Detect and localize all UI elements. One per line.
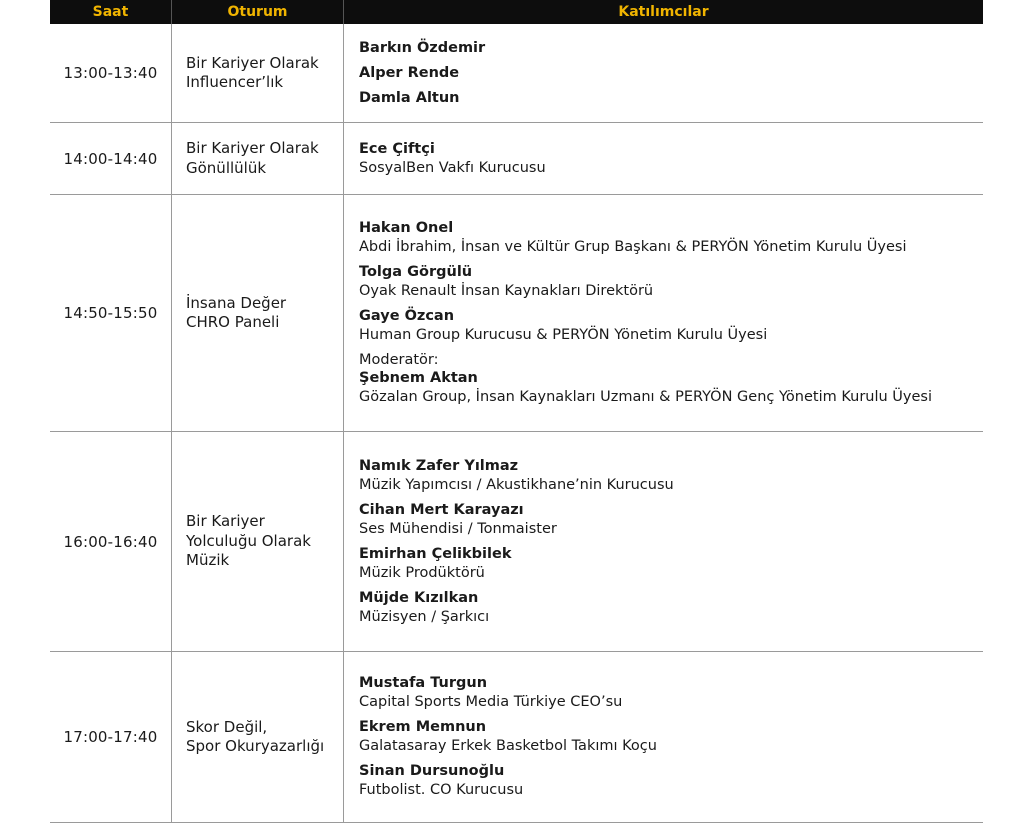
session-title — [172, 195, 344, 431]
participant-name: Mustafa Turgun — [359, 675, 488, 691]
participants-list — [344, 432, 983, 651]
participant-role: Capital Sports Media Türkiye CEO’su — [359, 694, 623, 710]
participant-name: Hakan Onel — [359, 220, 454, 236]
participant-name: Tolga Görgülü — [359, 264, 473, 280]
participants-list — [344, 652, 983, 822]
table-row — [50, 24, 983, 123]
session-title-line: Bir Kariyer — [186, 512, 265, 531]
header-participants: Katılımcılar — [618, 4, 709, 20]
participant-name: Namık Zafer Yılmaz — [359, 457, 519, 474]
header-time: Saat — [50, 0, 172, 24]
participant — [359, 351, 983, 407]
participant — [359, 674, 983, 712]
session-title-line: Bir Kariyer Olarak — [186, 139, 319, 157]
participant-name: Cihan Mert Karayazı — [359, 501, 524, 518]
participant-role: Galatasaray Erkek Basketbol Takımı Koçu — [359, 738, 657, 754]
participant-role: Human Group Kurucusu & PERYÖN Yönetim Kurulu Üyesi — [359, 327, 768, 343]
participant — [359, 307, 983, 345]
participant — [359, 762, 983, 800]
session-title-line: Spor Okuryazarlığı — [186, 737, 325, 755]
participant — [359, 589, 983, 627]
session-time: 13:00-13:40 — [50, 24, 172, 122]
session-time: 14:50-15:50 — [50, 195, 172, 431]
participant-role: Oyak Renault İnsan Kaynakları Direktörü — [359, 283, 654, 299]
participants-list — [344, 123, 983, 194]
participant — [359, 718, 983, 756]
table-header — [50, 0, 983, 24]
session-title-line: İnsana Değer — [186, 293, 287, 312]
table-row — [50, 432, 983, 652]
session-time: 14:00-14:40 — [50, 123, 172, 194]
session-title — [172, 123, 344, 194]
session-title-line: Yolculuğu Olarak — [186, 531, 311, 550]
participant — [359, 501, 983, 539]
participant-role: Müzik Yapımcısı / Akustikhane’nin Kurucusu — [359, 476, 674, 493]
participant — [359, 263, 983, 301]
participant-name: Müjde Kızılkan — [359, 589, 479, 606]
participant — [359, 89, 983, 108]
session-title-line: Influencer’lık — [186, 73, 284, 91]
participant — [359, 219, 983, 257]
session-title — [172, 432, 344, 651]
participant-name: Ekrem Memnun — [359, 719, 487, 735]
participant-role: Gözalan Group, İnsan Kaynakları Uzmanı & PERYÖN Genç Yönetim Kurulu Üyesi — [359, 389, 932, 405]
session-title-line: Skor Değil, — [186, 717, 268, 736]
participant — [359, 39, 983, 58]
session-title-line: Bir Kariyer Olarak — [186, 53, 319, 72]
participant-name: Gaye Özcan — [359, 308, 455, 324]
participant-name: Barkın Özdemir — [359, 39, 486, 56]
participant — [359, 140, 983, 178]
participant — [359, 457, 983, 495]
participant-name: Damla Altun — [359, 89, 460, 106]
table-row — [50, 195, 983, 432]
participant-name: Alper Rende — [359, 64, 460, 81]
table-row — [50, 652, 983, 823]
participant — [359, 545, 983, 583]
participant-role: Futbolist. CO Kurucusu — [359, 782, 524, 798]
participant-role: Müzik Prodüktörü — [359, 564, 485, 581]
session-title — [172, 24, 344, 122]
participant-role: Ses Mühendisi / Tonmaister — [359, 520, 557, 537]
moderator-label: Moderatör: — [359, 352, 439, 368]
schedule-table — [50, 0, 983, 823]
session-title-line: Gönüllülük — [186, 158, 267, 177]
participant — [359, 64, 983, 83]
participant-role: SosyalBen Vakfı Kurucusu — [359, 159, 546, 176]
participants-list — [344, 24, 983, 122]
participant-name: Ece Çiftçi — [359, 140, 435, 157]
participant-role: Abdi İbrahim, İnsan ve Kültür Grup Başkanı & PERYÖN Yönetim Kurulu Üyesi — [359, 239, 907, 255]
session-title — [172, 652, 344, 822]
participants-list — [344, 195, 983, 431]
table-row — [50, 123, 983, 195]
session-title-line: CHRO Paneli — [186, 313, 280, 331]
participant-role: Müzisyen / Şarkıcı — [359, 608, 490, 625]
header-session: Oturum — [172, 0, 344, 24]
participant-name: Emirhan Çelikbilek — [359, 545, 512, 562]
participant-name: Sinan Dursunoğlu — [359, 763, 505, 779]
participant-name: Şebnem Aktan — [359, 370, 478, 386]
table-body — [50, 24, 983, 823]
session-time: 16:00-16:40 — [50, 432, 172, 651]
session-title-line: Müzik — [186, 551, 230, 570]
session-time: 17:00-17:40 — [50, 652, 172, 822]
